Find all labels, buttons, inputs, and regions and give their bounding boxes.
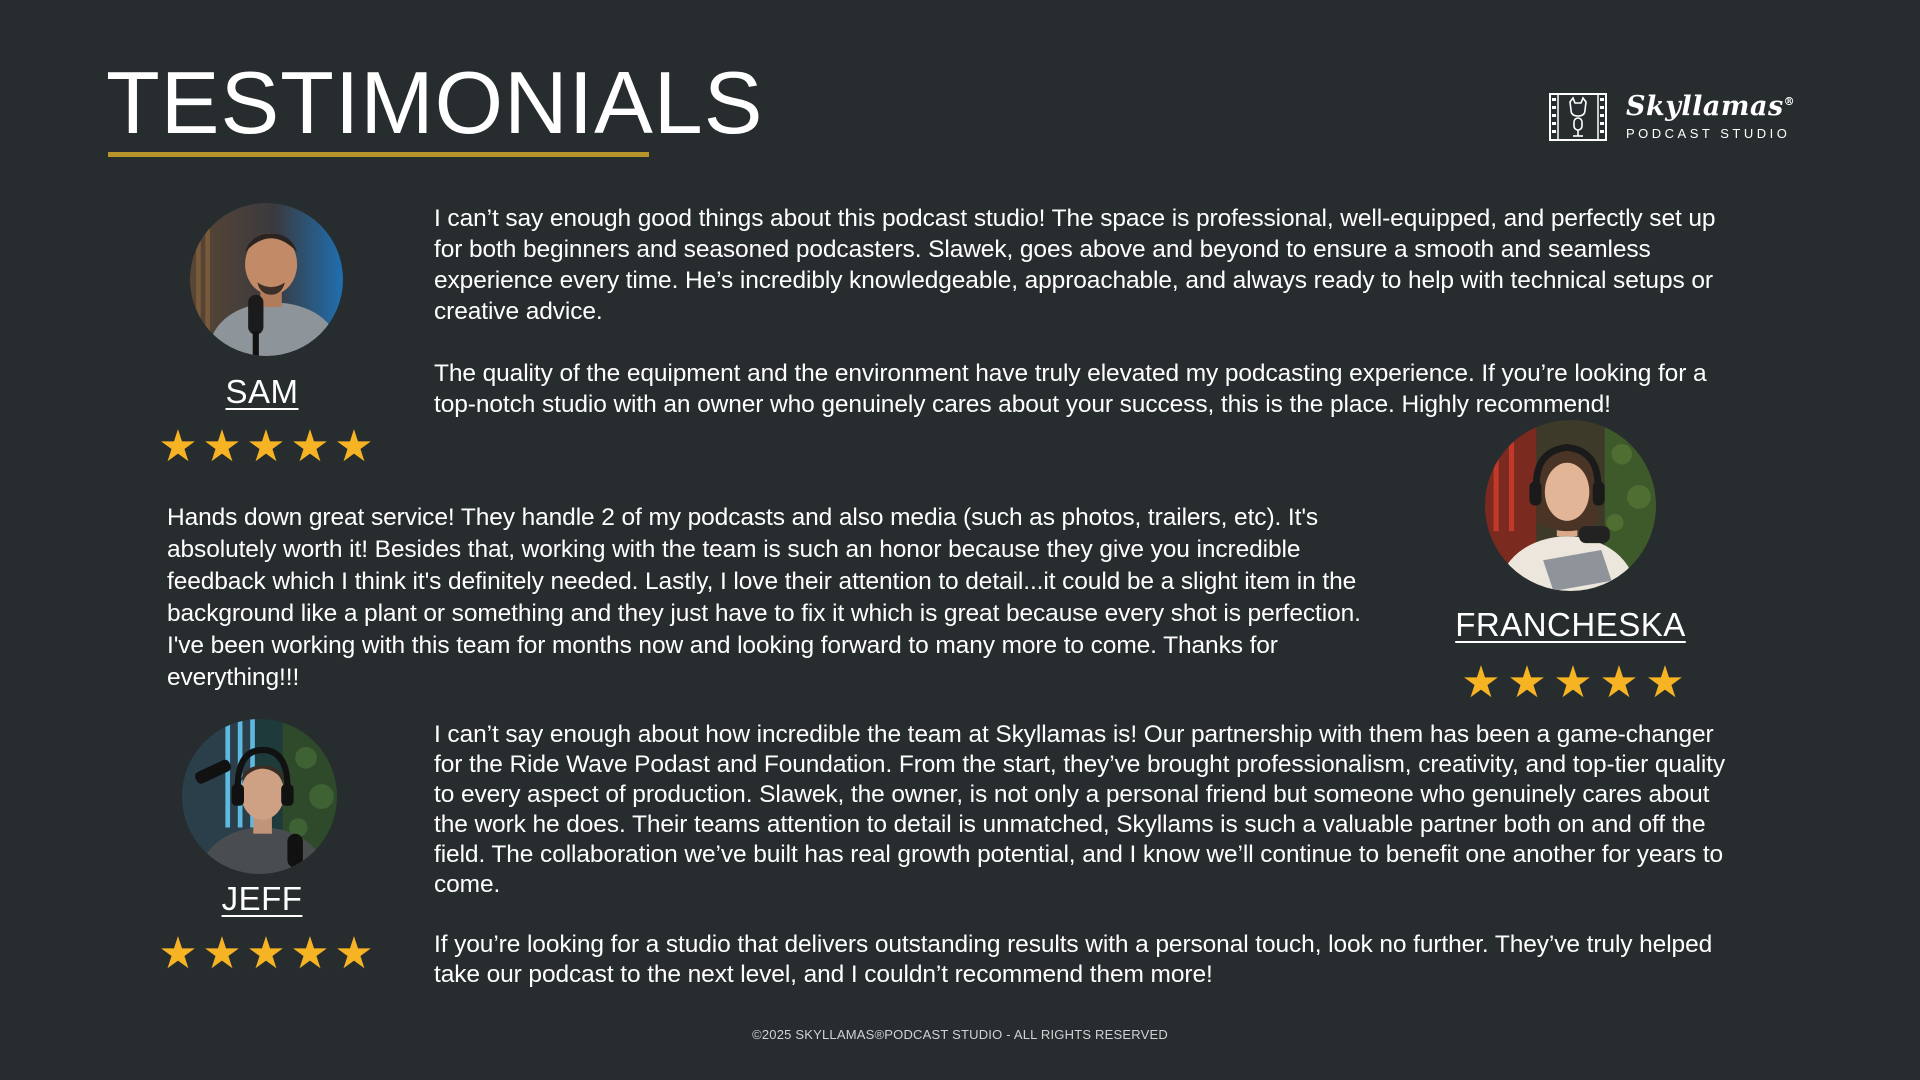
star-rating-jeff — [157, 929, 375, 978]
star-icon: ★ — [158, 929, 198, 978]
title-underline — [108, 152, 649, 157]
star-icon: ★ — [202, 422, 242, 471]
testimonial-text-jeff — [434, 720, 1739, 990]
star-icon: ★ — [290, 929, 330, 978]
star-icon: ★ — [246, 422, 286, 471]
star-icon: ★ — [1507, 658, 1547, 707]
copyright-footer: ©2025 SKYLLAMAS®PODCAST STUDIO - ALL RIGHTS RESERVED — [752, 1027, 1168, 1042]
reviewer-name-sam: SAM — [225, 373, 299, 410]
star-icon: ★ — [246, 929, 286, 978]
star-icon: ★ — [1645, 658, 1685, 707]
testimonial-paragraph: Hands down great service! They handle 2 of my podcasts and also media (such as photos, trailers, etc). It's absolutely worth it! Besides that, working with the team is such an honor because they give you incredible feedback which I think it's definitely needed. Lastly, I love their attention to detail...it could be a slight item in the background like a plant or something and they just have to fix it which is great because every shot is perfection. I've been working with this team for months now and looking forward to many more to come. Thanks for everything!!! — [167, 504, 1361, 691]
star-icon: ★ — [1599, 658, 1639, 707]
llama-podcast-icon — [1548, 92, 1608, 142]
star-rating-francheska — [1455, 658, 1691, 707]
brand-logo[interactable] — [1548, 92, 1795, 142]
star-icon: ★ — [1553, 658, 1593, 707]
person-photo-icon — [182, 719, 337, 874]
star-icon: ★ — [158, 422, 198, 471]
testimonial-paragraph: The quality of the equipment and the environment have truly elevated my podcasting experience. If you’re looking for a top-notch studio with an owner who genuinely cares about your success, this is the place. Highly recommend! — [434, 360, 1707, 418]
logo-name: Skyllamas® — [1626, 91, 1796, 122]
testimonial-paragraph: If you’re looking for a studio that delivers outstanding results with a personal touch, look no further. They’ve truly helped take our podcast to the next level, and I couldn’t recommend them more! — [434, 931, 1713, 988]
testimonial-text-sam — [434, 203, 1734, 420]
star-rating-sam — [157, 422, 375, 471]
avatar-sam — [190, 203, 343, 356]
person-photo-icon — [190, 203, 343, 356]
person-photo-icon — [1485, 420, 1656, 591]
testimonial-paragraph: I can’t say enough about how incredible the team at Skyllamas is! Our partnership with them has been a game-changer for the Ride Wave Podast and Foundation. From the start, they’ve brought professionalism, creativity, and top-tier quality to every aspect of production. Slawek, the owner, is not only a personal friend but someone who genuinely cares about the work he does. Their teams attention to detail is unmatched, Skyllams is such a valuable partner both on and off the field. The collaboration we’ve built has real growth potential, and I know we’ll continue to benefit one another for years to come. — [434, 721, 1726, 898]
testimonial-paragraph: I can’t say enough good things about this podcast studio! The space is professional, well-equipped, and perfectly set up for both beginners and seasoned podcasters. Slawek, goes above and beyond to ensure a smooth and seamless experience every time. He’s incredibly knowledgeable, approachable, and always ready to help with technical setups or creative advice. — [434, 205, 1716, 325]
testimonial-text-francheska — [167, 502, 1392, 694]
star-icon: ★ — [202, 929, 242, 978]
star-icon: ★ — [334, 422, 374, 471]
star-icon: ★ — [334, 929, 374, 978]
logo-subtitle: PODCAST STUDIO — [1626, 126, 1791, 141]
page-title: TESTIMONIALS — [106, 53, 764, 152]
star-icon: ★ — [290, 422, 330, 471]
star-icon: ★ — [1461, 658, 1501, 707]
reviewer-name-francheska: FRANCHESKA — [1455, 606, 1686, 643]
avatar-jeff — [182, 719, 337, 874]
reviewer-name-jeff: JEFF — [221, 880, 303, 917]
avatar-francheska — [1485, 420, 1656, 591]
